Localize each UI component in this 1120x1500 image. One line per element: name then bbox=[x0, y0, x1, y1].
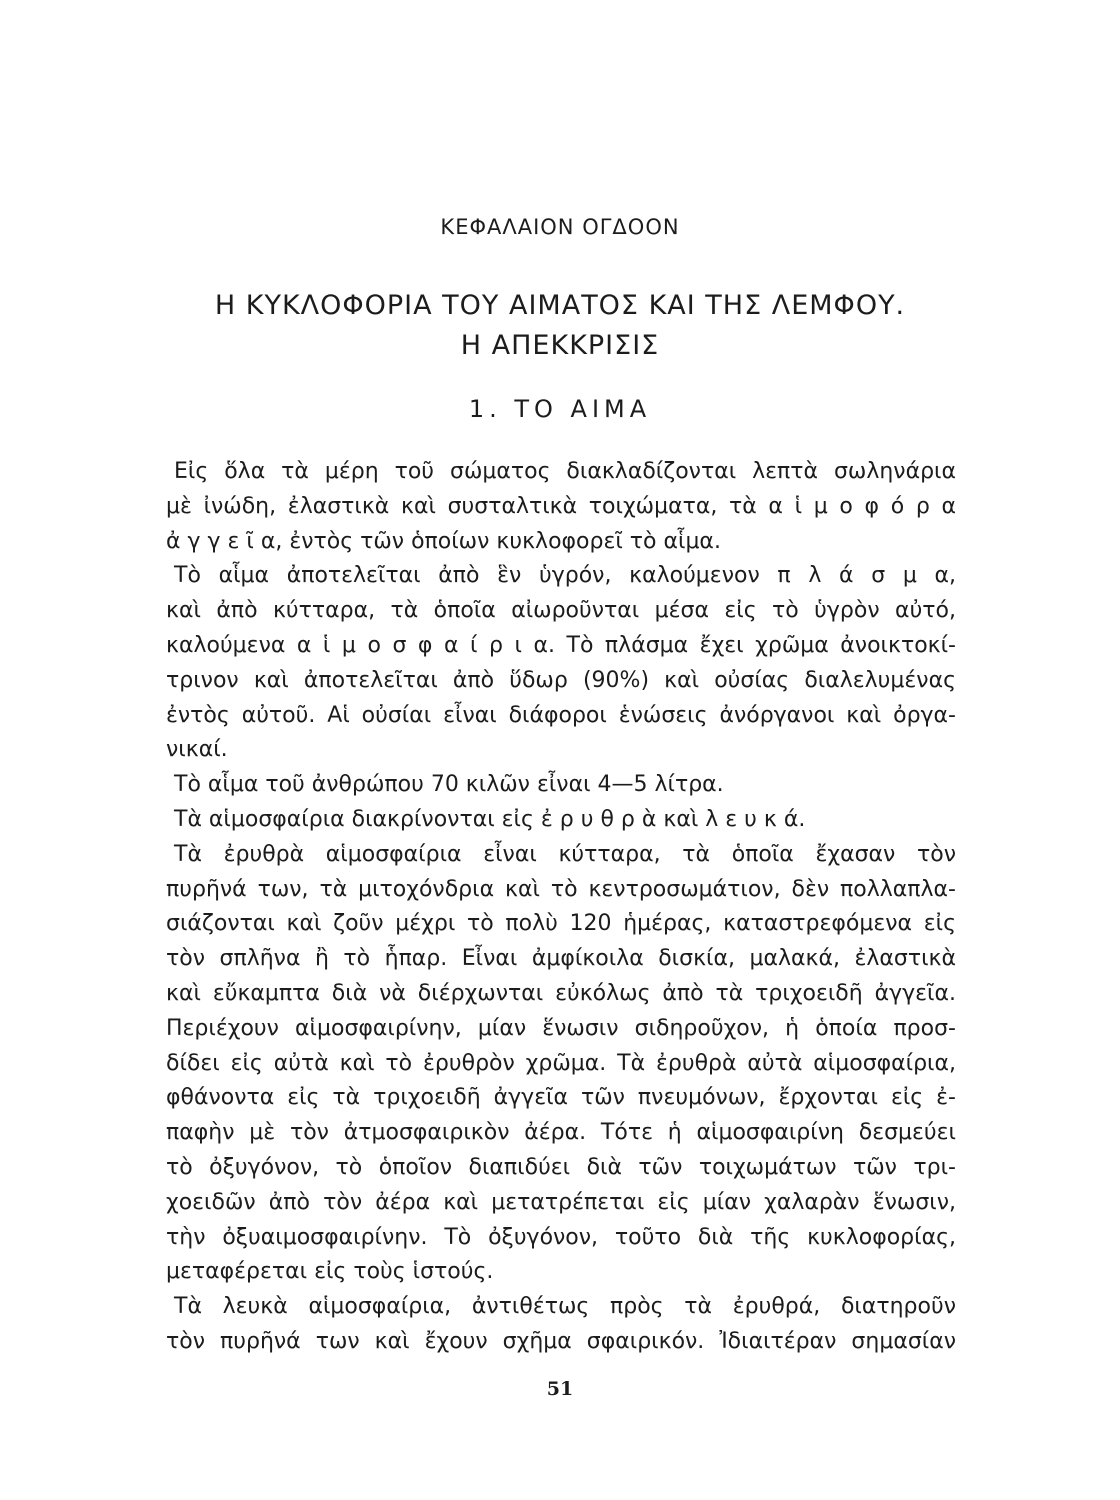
text-line: ἀ γ γ ε ῖ α, ἐντὸς τῶν ὁποίων κυκλοφορεῖ τὸ αἷμα. bbox=[166, 528, 721, 554]
chapter-label: ΚΕΦΑΛΑΙΟΝ ΟΓΔΟΟΝ bbox=[440, 215, 680, 239]
text-line: Τὸ αἷμα ἀποτελεῖται ἀπὸ ἓν ὑγρόν, καλούμενον π λ ά σ μ α, bbox=[174, 563, 956, 589]
text-line: πυρῆνά των, τὰ μιτοχόνδρια καὶ τὸ κεντροσωμάτιον, δὲν πολλαπλα- bbox=[166, 876, 956, 902]
text-line: Τὰ ἐρυθρὰ αἱμοσφαίρια εἶναι κύτταρα, τὰ ὁποῖα ἔχασαν τὸν bbox=[174, 841, 956, 867]
body-text bbox=[166, 455, 956, 1360]
text-line: μὲ ἰνώδη, ἐλαστικὰ καὶ συσταλτικὰ τοιχώματα, τὰ α ἱ μ ο φ ό ρ α bbox=[166, 493, 956, 519]
text-line: Περιέχουν αἱμοσφαιρίνην, μίαν ἕνωσιν σιδηροῦχον, ἡ ὁποία προσ- bbox=[166, 1015, 956, 1041]
text-line: σιάζονται καὶ ζοῦν μέχρι τὸ πολὺ 120 ἡμέρας, καταστρεφόμενα εἰς bbox=[166, 911, 956, 937]
text-line: τὸν πυρῆνά των καὶ ἔχουν σχῆμα σφαιρικόν. Ἰδιαιτέραν σημασίαν bbox=[166, 1328, 956, 1354]
text-line: Τὰ αἱμοσφαίρια διακρίνονται εἰς ἐ ρ υ θ ρ ὰ καὶ λ ε υ κ ά. bbox=[174, 806, 806, 832]
text-line: καλούμενα α ἱ μ ο σ φ α ί ρ ι α. Τὸ πλάσμα ἔχει χρῶμα ἀνοικτοκί- bbox=[166, 632, 956, 658]
text-line: χοειδῶν ἀπὸ τὸν ἀέρα καὶ μετατρέπεται εἰς μίαν χαλαρὰν ἕνωσιν, bbox=[166, 1189, 956, 1215]
text-line: καὶ ἀπὸ κύτταρα, τὰ ὁποῖα αἰωροῦνται μέσα εἰς τὸ ὑγρὸν αὐτό, bbox=[166, 598, 956, 624]
text-line: καὶ εὔκαμπτα διὰ νὰ διέρχωνται εὐκόλως ἀπὸ τὰ τριχοειδῆ ἀγγεῖα. bbox=[166, 980, 956, 1006]
text-line: μεταφέρεται εἰς τοὺς ἱστούς. bbox=[166, 1259, 494, 1285]
chapter-title-line-2: Η ΑΠΕΚΚΡΙΣΙΣ bbox=[460, 330, 660, 361]
text-line: Τὸ αἷμα τοῦ ἀνθρώπου 70 κιλῶν εἶναι 4—5 λίτρα. bbox=[174, 772, 724, 798]
text-line: τρινον καὶ ἀποτελεῖται ἀπὸ ὕδωρ (90%) καὶ οὐσίας διαλελυμένας bbox=[166, 667, 956, 693]
text-line: νικαί. bbox=[166, 737, 228, 763]
text-line: Τὰ λευκὰ αἱμοσφαίρια, ἀντιθέτως πρὸς τὰ ἐρυθρά, διατηροῦν bbox=[174, 1294, 956, 1320]
text-line: φθάνοντα εἰς τὰ τριχοειδῆ ἀγγεῖα τῶν πνευμόνων, ἔρχονται εἰς ἐ- bbox=[166, 1085, 956, 1111]
chapter-title bbox=[0, 286, 1120, 366]
page-number: 51 bbox=[546, 1378, 574, 1400]
text-line: τὸ ὀξυγόνον, τὸ ὁποῖον διαπιδύει διὰ τῶν τοιχωμάτων τῶν τρι- bbox=[166, 1154, 956, 1180]
text-line: παφὴν μὲ τὸν ἀτμοσφαιρικὸν ἀέρα. Τότε ἡ αἱμοσφαιρίνη δεσμεύει bbox=[166, 1120, 956, 1146]
text-line: Εἰς ὅλα τὰ μέρη τοῦ σώματος διακλαδίζονται λεπτὰ σωληνάρια bbox=[174, 459, 956, 484]
chapter-title-line-1: Η ΚΥΚΛΟΦΟΡΙΑ ΤΟΥ ΑΙΜΑΤΟΣ ΚΑΙ ΤΗΣ ΛΕΜΦΟΥ. bbox=[214, 290, 906, 321]
text-line: ἐντὸς αὐτοῦ. Αἱ οὐσίαι εἶναι διάφοροι ἑνώσεις ἀνόργανοι καὶ ὀργα- bbox=[166, 702, 956, 728]
text-line: δίδει εἰς αὐτὰ καὶ τὸ ἐρυθρὸν χρῶμα. Τὰ ἐρυθρὰ αὐτὰ αἱμοσφαίρια, bbox=[166, 1050, 956, 1076]
text-line: τὴν ὀξυαιμοσφαιρίνην. Τὸ ὀξυγόνον, τοῦτο διὰ τῆς κυκλοφορίας, bbox=[166, 1224, 956, 1250]
text-line: τὸν σπλῆνα ἢ τὸ ἧπαρ. Εἶναι ἀμφίκοιλα δισκία, μαλακά, ἐλαστικὰ bbox=[166, 946, 956, 972]
section-heading: 1. ΤΟ ΑΙΜΑ bbox=[468, 395, 652, 423]
